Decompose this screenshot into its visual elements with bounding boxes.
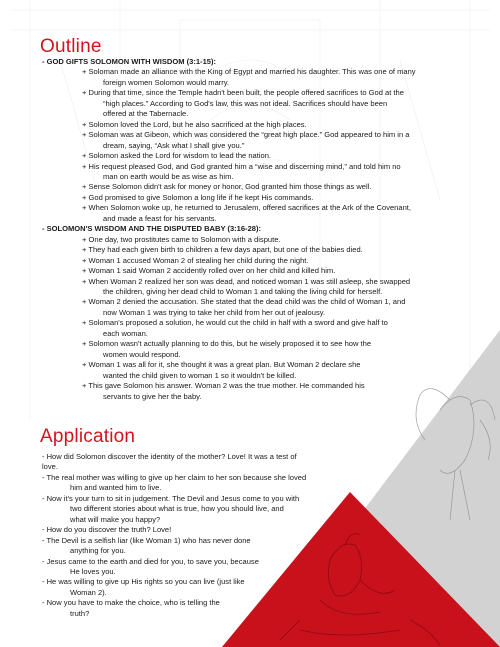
- application-item-line: anything for you.: [70, 546, 126, 556]
- outline-bullet: [42, 235, 472, 245]
- outline-bullet-line: + Solomon loved the Lord, but he also sacrificed at the high places.: [82, 119, 307, 129]
- application-item: [42, 473, 312, 494]
- outline-bullet-line: + When Woman 2 realized her son was dead, and noticed woman 1 was still asleep, she swapped: [82, 276, 411, 286]
- outline-bullet: [42, 151, 472, 161]
- outline-bullet-line: “high places.” According to God's law, this was not ideal. Sacrifices should have been: [103, 98, 388, 108]
- application-item-line: He loves you.: [70, 566, 116, 576]
- outline-bullet-line: + Woman 1 accused Woman 2 of stealing her child during the night.: [82, 255, 309, 265]
- outline-bullet-line: + When Solomon woke up, he returned to Jerusalem, offered sacrifices at the Ark of the Covenant,: [82, 203, 411, 213]
- outline-bullet: [42, 182, 472, 192]
- application-item-line: - How do you discover the truth? Love!: [42, 525, 172, 535]
- application-title: Application: [40, 426, 136, 447]
- outline-bullet-line: + Woman 1 was all for it, she thought it was a great plan. But Woman 2 declare she: [82, 360, 361, 370]
- application-item-line: - Jesus came to the earth and died for you, to save you, because: [42, 556, 259, 566]
- outline-section-heading: - GOD GIFTS SOLOMON WITH WISDOM (3:1-15):: [42, 57, 216, 66]
- outline-bullet: [42, 256, 472, 266]
- outline-bullet-line: foreign women Solomon would marry.: [103, 77, 230, 87]
- outline-bullet-line: man on earth would be as wise as him.: [103, 171, 234, 181]
- outline-title: Outline: [40, 36, 102, 57]
- outline-bullet-line: the children, giving her dead child to Woman 1 and taking the living child for herself.: [103, 286, 383, 296]
- outline-bullet-line: servants to give her the baby.: [103, 391, 202, 401]
- outline-bullet: [42, 381, 472, 402]
- outline-bullet-line: + Sense Solomon didn't ask for money or honor, God granted him those things as well.: [82, 182, 372, 192]
- outline-section-heading: - SOLOMON'S WISDOM AND THE DISPUTED BABY (3:16-28):: [42, 224, 261, 234]
- outline-bullet-line: + Soloman's proposed a solution, he would cut the child in half with a sword and give half to: [82, 318, 388, 328]
- outline-bullet-line: + They had each given birth to children a few days apart, but one of the babies died.: [82, 245, 363, 255]
- outline-bullet: [42, 162, 472, 183]
- outline-bullet: [42, 193, 472, 203]
- outline-bullet-line: + Soloman made an alliance with the King of Egypt and married his daughter. This was one of many: [82, 67, 416, 77]
- application-item-line: Woman 2).: [70, 587, 107, 597]
- application-item: [42, 557, 312, 578]
- application-list: [42, 452, 312, 619]
- application-item-line: - He was willing to give up His rights so you can live (just like: [42, 577, 245, 587]
- outline-bullet-line: and made a feast for his servants.: [103, 213, 217, 223]
- outline-bullet-line: women would respond.: [103, 349, 181, 359]
- application-item-line: - The Devil is a selfish liar (like Woman 1) who has never done: [42, 535, 251, 545]
- application-item: [42, 577, 312, 598]
- outline-bullet-line: + His request pleased God, and God granted him a “wise and discerning mind,” and told him no: [82, 161, 401, 171]
- outline-bullet: [42, 318, 472, 339]
- application-item: [42, 525, 312, 535]
- outline-bullet: [42, 120, 472, 130]
- outline-bullet-line: + Solomon wasn't actually planning to do this, but he wisely proposed it to see how the: [82, 339, 372, 349]
- outline-bullet: [42, 245, 472, 255]
- application-item-line: - Now you have to make the choice, who is telling the: [42, 598, 220, 608]
- application-item: [42, 452, 312, 473]
- outline-bullet-line: + This gave Solomon his answer. Woman 2 was the true mother. He commanded his: [82, 381, 365, 391]
- outline-bullet-line: + During that time, since the Temple hadn't been built, the people offered sacrifices to God at the: [82, 88, 404, 98]
- outline-bullet-line: each woman.: [103, 328, 148, 338]
- application-item-line: - How did Solomon discover the identity of the mother? Love! It was a test of love.: [42, 452, 297, 472]
- outline-bullet-line: + One day, two prostitutes came to Solomon with a dispute.: [82, 234, 281, 244]
- outline-bullet-line: offered at the Tabernacle.: [103, 109, 189, 119]
- outline-bullet-line: wanted the child given to woman 1 so it wouldn't be killed.: [103, 370, 297, 380]
- application-item-line: him and wanted him to live.: [70, 483, 162, 493]
- application-item: [42, 494, 312, 525]
- application-item: [42, 598, 312, 619]
- outline-bullet-line: + Solomon asked the Lord for wisdom to lead the nation.: [82, 151, 271, 161]
- outline-bullet-line: dream, saying, “Ask what I shall give you.”: [103, 140, 245, 150]
- outline-bullet-line: now Woman 1 was trying to take her child from her out of jealousy.: [103, 307, 326, 317]
- application-item-line: two different stories about what is true, how you should live, and: [70, 504, 284, 514]
- outline-bullet-line: + Soloman was at Gibeon, which was considered the “great high place.” God appeared to him in a: [82, 130, 410, 140]
- outline-bullet: [42, 88, 472, 119]
- application-item-line: - The real mother was willing to give up her claim to her son because she loved: [42, 472, 307, 482]
- outline-bullet: [42, 339, 472, 360]
- outline-bullet: [42, 67, 472, 88]
- outline-bullet: [42, 360, 472, 381]
- application-item-line: - Now it's your turn to sit in judgement. The Devil and Jesus come to you with: [42, 493, 300, 503]
- outline-bullet: [42, 266, 472, 276]
- outline-bullet: [42, 130, 472, 151]
- outline-list: [42, 57, 472, 402]
- outline-bullet: [42, 297, 472, 318]
- application-item: [42, 536, 312, 557]
- outline-bullet-line: + God promised to give Solomon a long life if he kept His commands.: [82, 192, 314, 202]
- outline-bullet: [42, 277, 472, 298]
- application-item-line: truth?: [70, 608, 90, 618]
- outline-bullet-line: + Woman 1 said Woman 2 accidently rolled over on her child and killed him.: [82, 266, 336, 276]
- outline-bullet: [42, 203, 472, 224]
- outline-bullet-line: + Woman 2 denied the accusation. She stated that the dead child was the child of Woman 1, and: [82, 297, 406, 307]
- application-item-line: what will make you happy?: [70, 514, 161, 524]
